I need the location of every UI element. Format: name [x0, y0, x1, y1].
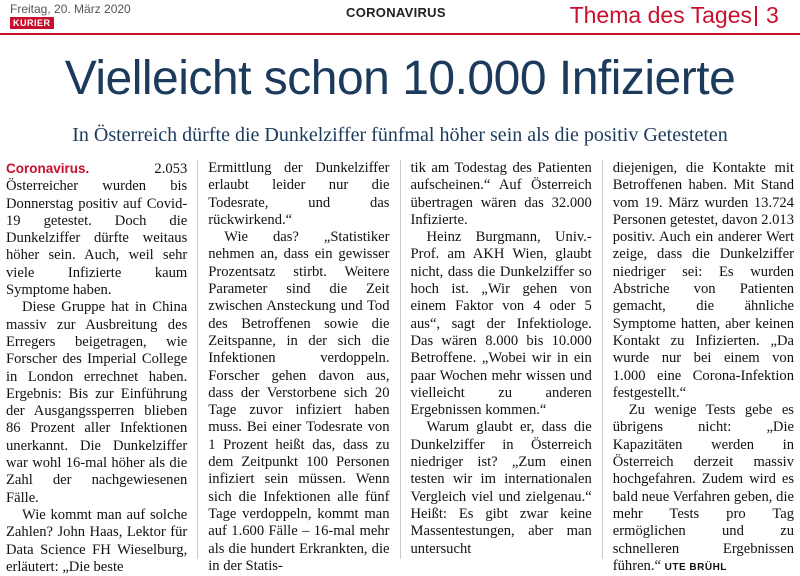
paragraph: Ermittlung der Dunkelziffer erlaubt leider nur die Todesrate, und das rückwirkend.“ — [208, 160, 390, 228]
column-divider — [400, 160, 401, 559]
column-divider — [197, 160, 198, 559]
headline: Vielleicht schon 10.000 Infizierte — [64, 52, 736, 105]
article-body — [6, 160, 794, 575]
paragraph-text: Zu wenige Tests gebe es übrigens nicht: „Die Kapazitäten werden in Österreich derzeit massiv hochgefahren. Zudem wird es bald neue Verfahren geben, die mehr Tests pro Tag ermöglichen und zu schnelleren Ergebnissen führen.“ — [612, 402, 794, 574]
column-divider — [602, 160, 603, 559]
paragraph — [613, 402, 794, 576]
section-title: Thema des Tages — [569, 2, 752, 28]
lead-paragraph — [6, 160, 187, 299]
rubric-label: CORONAVIRUS — [346, 5, 446, 20]
paragraph: Heinz Burgmann, Univ.-Prof. am AKH Wien, glaubt nicht, dass die Dunkelziffer so hoch ist. „Wir gehen von einem Faktor von 4 oder 5 aus“, sagt der Infektiologe. Das wären 8.000 bis 10.000 Betroffene. „Wobei wir in ein paar Wochen mehr wissen und vielleicht zu anderen Ergebnissen kommen.“ — [410, 229, 592, 419]
column-4 — [612, 160, 794, 574]
column-3 — [411, 160, 592, 559]
header-rule — [0, 33, 800, 35]
paragraph: Warum glaubt er, dass die Dunkelziffer in Österreich niedriger ist? „Zum einen testen wir im internationalen Vergleich viel und zielgenau.“ Heißt: Es gibt zwar keine Massentestungen, aber man untersucht — [410, 419, 592, 557]
paragraph: Wie das? „Statistiker nehmen an, dass ein gewisser Prozentsatz stirbt. Weitere Parameter sind die Zeit zwischen Ansteckung und Tod des Betroffenen sowie die Zeitspanne, in der sich die Infektionen verdoppeln. Forscher gehen davon aus, dass der Verstorbene sich 20 Tage zuvor infiziert haben muss. Bei einer Todesrate von 1 Prozent heißt das, dass zu dem Zeitpunkt 100 Personen infiziert sein müssen. Wenn sich die Infektionen alle fünf Tage verdoppeln, kommt man auf 1.600 Fälle – 16-mal mehr als die hundert Erkrankten, die in der Statis- — [208, 229, 390, 574]
kurier-logo: KURIER — [10, 17, 54, 29]
column-1 — [6, 160, 188, 575]
lead-text: 2.053 Österreicher wurden bis Donnerstag positiv auf Covid-19 getestet. Doch die Dunkelziffer dürfte weitaus höher sein. Auch, weil sehr viele Infizierte kaum Symptome haben. — [6, 161, 188, 299]
paragraph: Wie kommt man auf solche Zahlen? John Haas, Lektor für Data Science FH Wieselburg, erläutert: „Die beste — [6, 506, 188, 575]
paragraph: Diese Gruppe hat in China massiv zur Ausbreitung des Erregers beigetragen, wie Forscher des Imperial College in London errechnet haben. Ergebnis: Bis zur Einführung der Ausgangssperren blieben 86 Prozent aller Infektionen unerkannt. Die Dunkelziffer war wohl 16-mal höher als die Zahl der nachgewiesenen Fälle. — [6, 299, 188, 506]
paragraph: tik am Todestag des Patienten aufscheinen.“ Auf Österreich übertragen wären das 32.000 Infizierte. — [410, 160, 592, 228]
subheadline: In Österreich dürfte die Dunkelziffer fünfmal höher sein als die positiv Getesteten — [72, 124, 728, 146]
paragraph: diejenigen, die Kontakte mit Betroffenen haben. Mit Stand vom 19. März wurden 13.724 Personen getestet, davon 2.013 positiv. Auch ein anderer Wert zeige, dass die Dunkelziffer niedriger sei: Es wurden Abstriche von Patienten gemacht, die ähnliche Symptome hatten, aber keinen Kontakt zu Infizierten. „Da wurde nur bei einem von 1.000 eine Corona-Infektion festgestellt.“ — [612, 160, 794, 401]
header-separator — [755, 6, 757, 26]
lead-label: Coronavirus. — [6, 161, 90, 176]
author-byline: UTE BRÜHL — [664, 561, 727, 573]
column-2 — [208, 160, 390, 574]
issue-date: Freitag, 20. März 2020 — [10, 2, 131, 16]
page-number: 3 — [766, 2, 779, 28]
